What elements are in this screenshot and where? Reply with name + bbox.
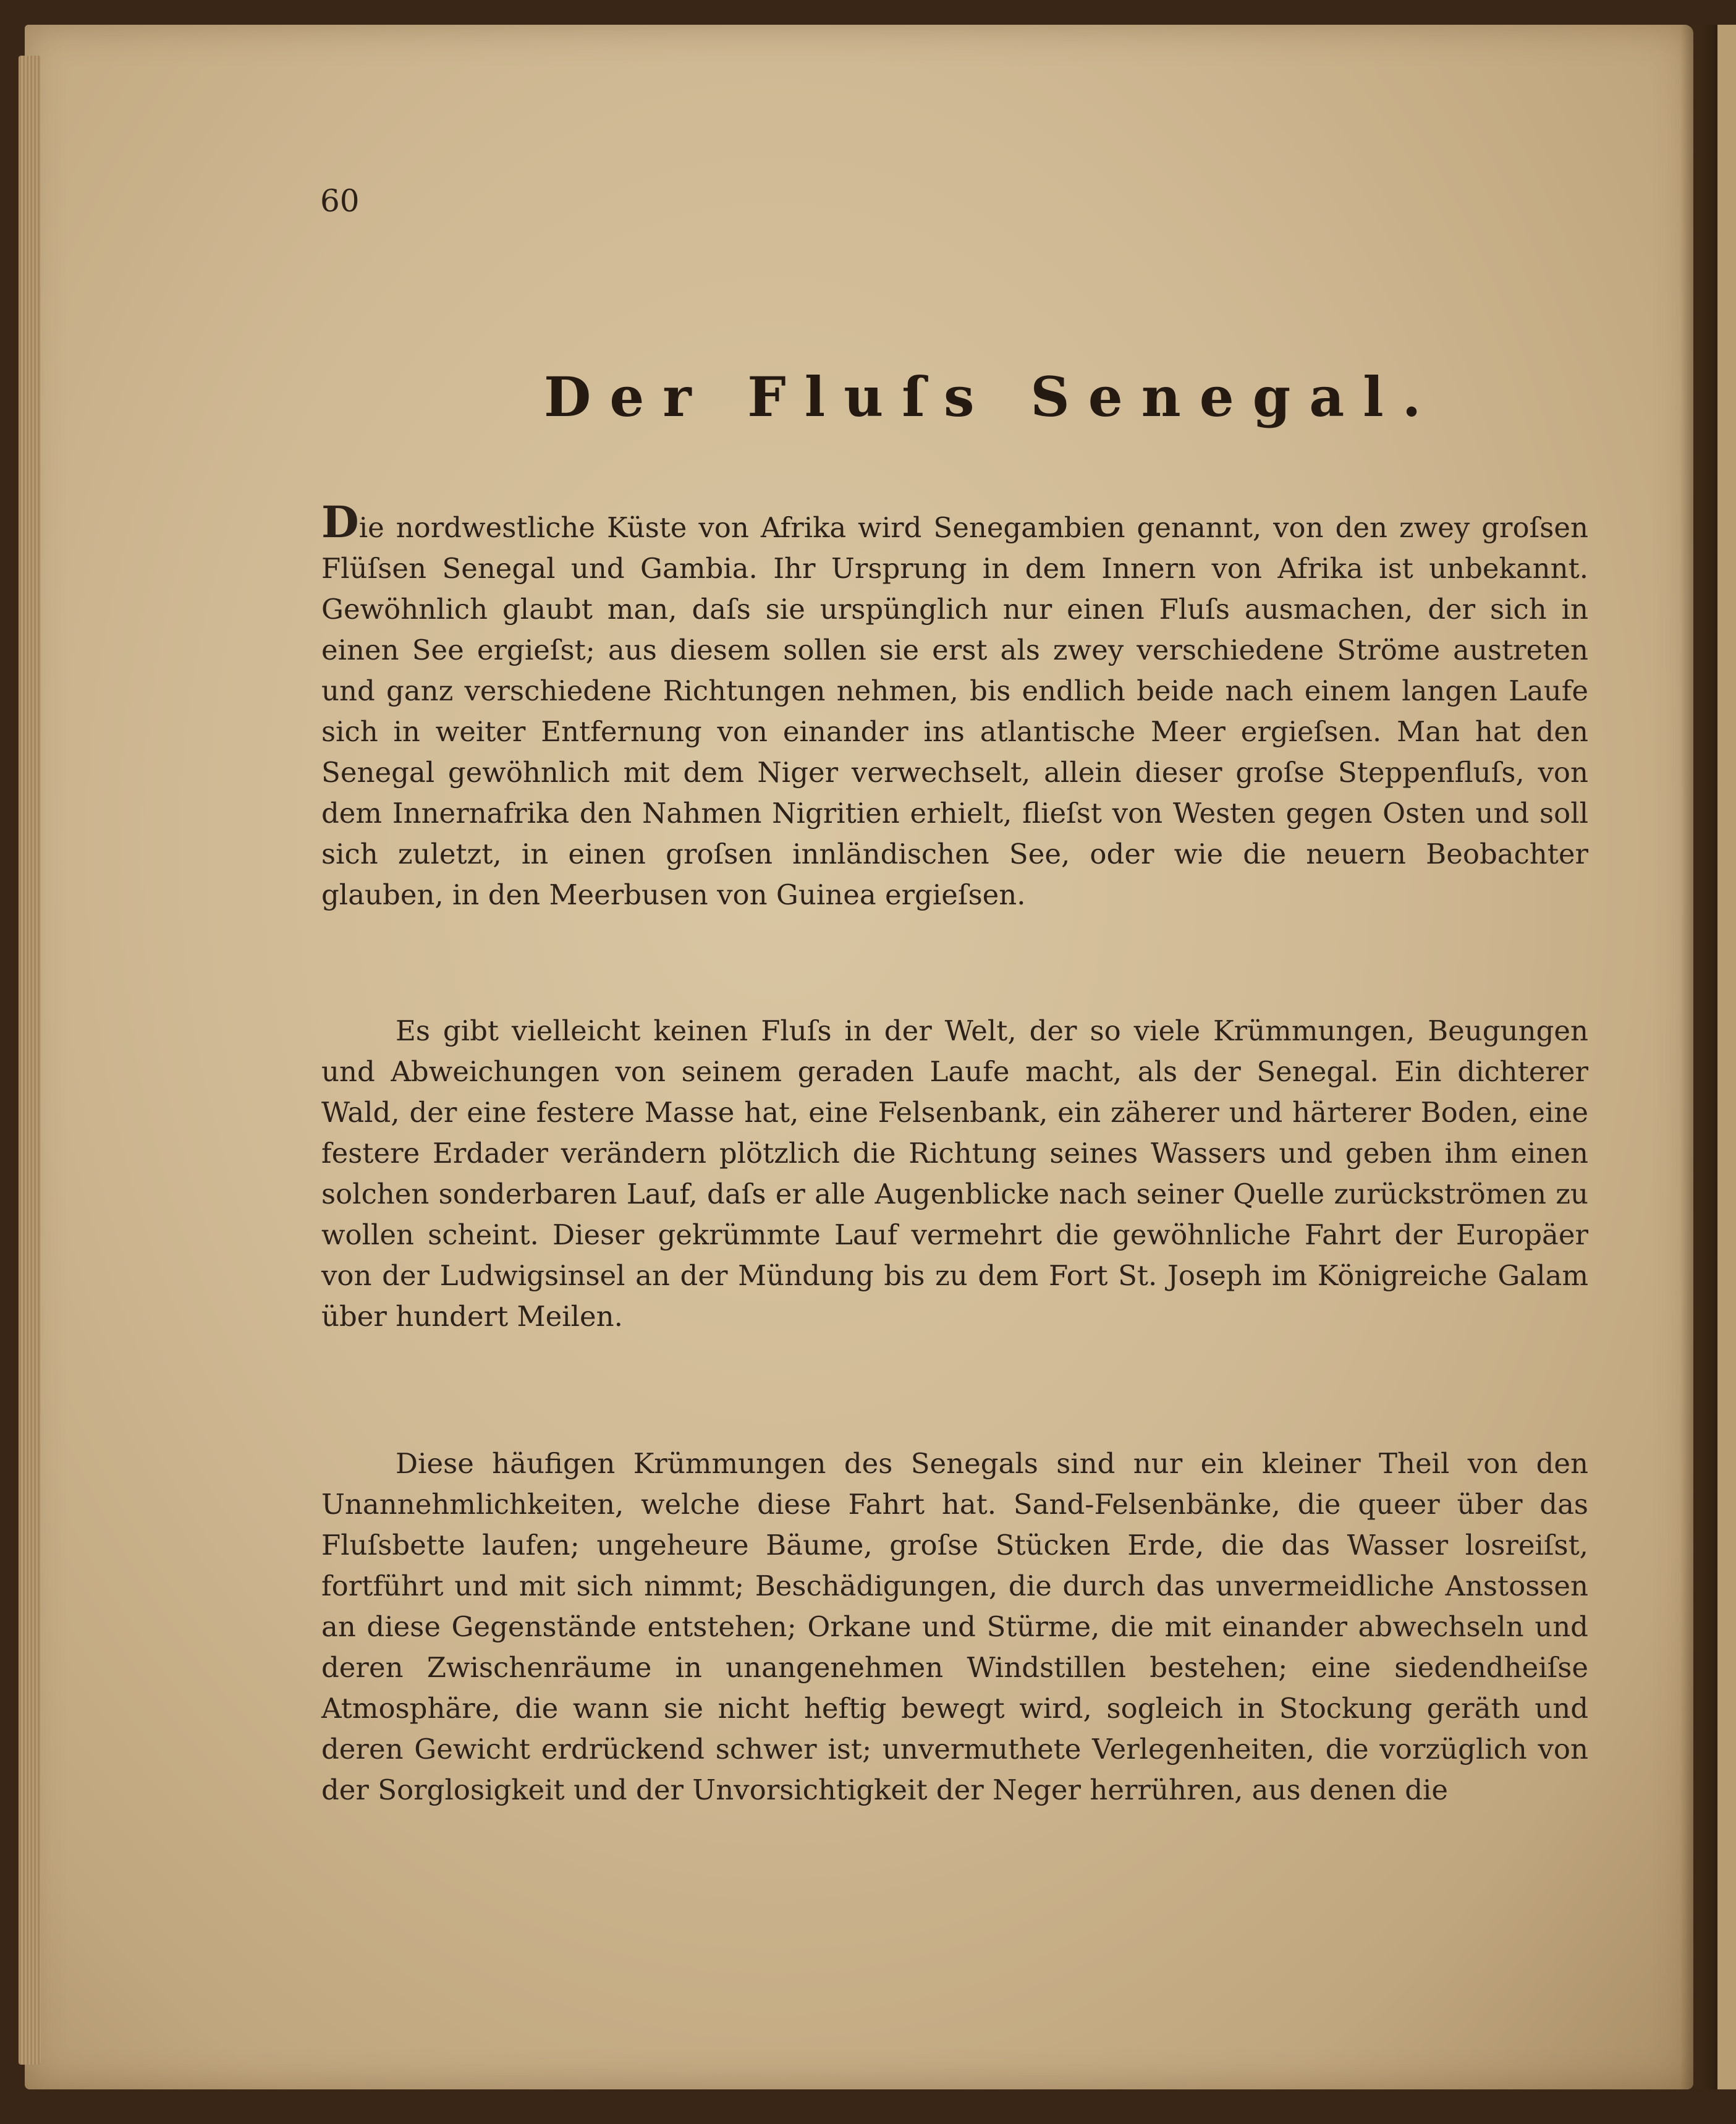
paragraph-3: Diese häufigen Krümmungen des Senegals sind nur ein kleiner Theil von den Unannehmlichkeiten, welche diese Fahrt hat. Sand-Felsenbänke, die queer über das Fluſsbette laufen; ungeheure Bäume, groſse Stücken Erde, die das Wasser losreiſst, fortführt und mit sich nimmt; Beschädigungen, die durch das unvermeidliche Anstossen an diese Gegenstände entstehen; Orkane und Stürme, die mit einander abwechseln und deren Zwischenräume in unangenehmen Windstillen bestehen; eine siedendheiſse Atmosphäre, die wann sie nicht heftig bewegt wird, sogleich in Stockung geräth und deren Gewicht erdrückend schwer ist; unvermuthete Verlegenheiten, die vorzüglich von der Sorglosigkeit und der Unvorsichtigkeit der Neger herrühren, aus denen die xyxy=(321,1447,1588,1806)
paragraph-2: Es gibt vielleicht keinen Fluſs in der Welt, der so viele Krümmungen, Beugungen und Abweichungen von seinem geraden Laufe macht, als der Senegal. Ein dichterer Wald, der eine festere Masse hat, eine Felsenbank, ein zäherer und härterer Boden, eine festere Erdader verändern plötzlich die Richtung seines Wassers und geben ihm einen solchen sonderbaren Lauf, daſs er alle Augenblicke nach seiner Quelle zurückströmen zu wollen scheint. Dieser gekrümmte Lauf vermehrt die gewöhnliche Fahrt der Europäer von der Ludwigsinsel an der Mündung bis zu dem Fort St. Joseph im Königreiche Galam über hundert Meilen. xyxy=(321,1014,1588,1333)
paragraph-1 xyxy=(321,496,1588,915)
paragraph-1-text: ie nordwestliche Küste von Afrika wird Senegambien genannt, von den zwey groſsen Flüſsen Senegal und Gambia. Ihr Ursprung in dem Innern von Afrika ist unbekannt. Gewöhnlich glaubt man, daſs sie urspünglich nur einen Fluſs ausmachen, der sich in einen See ergieſst; aus diesem sollen sie erst als zwey verschiedene Ströme austreten und ganz verschiedene Richtungen nehmen, bis endlich beide nach einem langen Laufe sich in weiter Entfernung von einander ins atlantische Meer ergieſsen. Man hat den Senegal gewöhnlich mit dem Niger verwechselt, allein dieser groſse Steppenfluſs, von dem Innernafrika den Nahmen Nigritien erhielt, flieſst von Westen gegen Osten und soll sich zuletzt, in einen groſsen innländischen See, oder wie die neuern Beobachter glauben, in den Meerbusen von Guinea ergieſsen. xyxy=(321,511,1588,911)
page-edges xyxy=(19,56,41,2065)
dropcap: D xyxy=(321,496,359,548)
next-page-edge xyxy=(1717,25,1736,2089)
chapter-title: Der Fluſs Senegal. xyxy=(544,365,1440,429)
page-number: 60 xyxy=(320,183,360,219)
